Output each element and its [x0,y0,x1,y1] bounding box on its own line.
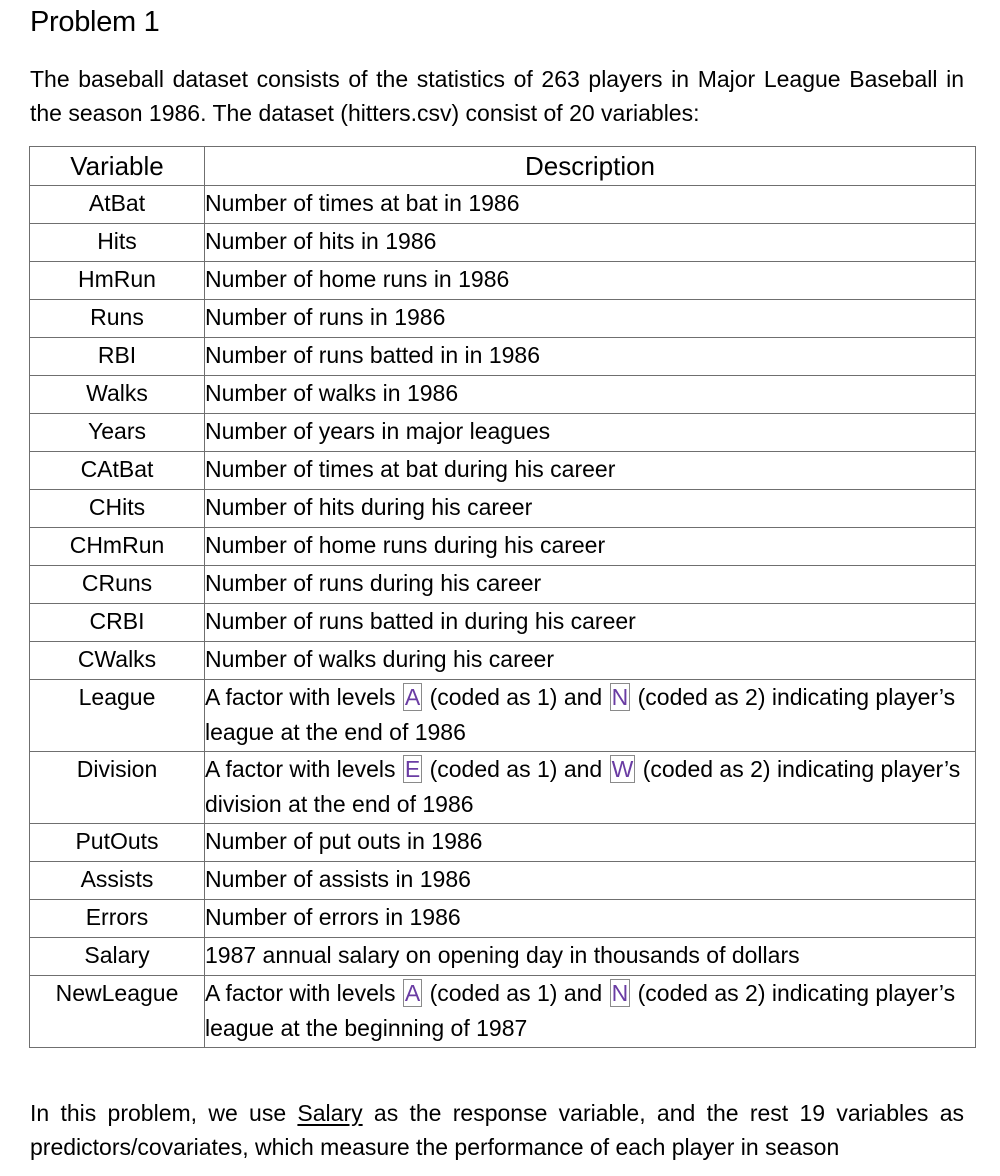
table-row [30,680,976,752]
table-row [30,938,976,976]
table-row [30,224,976,262]
variable-name: Salary [30,938,205,976]
table-row [30,300,976,338]
variable-name: Division [30,752,205,824]
variables-table [29,146,976,1048]
table-row [30,566,976,604]
variable-name: RBI [30,338,205,376]
table-row [30,414,976,452]
factor-level-box: N [611,684,629,710]
variable-name: CRuns [30,566,205,604]
variable-name: CWalks [30,642,205,680]
variable-name: Errors [30,900,205,938]
table-row [30,976,976,1048]
factor-level-box: A [404,980,421,1006]
description-column-header: Description [205,147,976,186]
table-row [30,262,976,300]
table-row [30,376,976,414]
table-header-row [30,147,976,186]
variable-description: Number of assists in 1986 [205,862,976,900]
table-row [30,338,976,376]
description-text: (coded as 1) and [423,756,609,782]
table-row [30,490,976,528]
variable-description [205,680,976,752]
factor-level-box: W [611,756,634,782]
variable-description: Number of times at bat in 1986 [205,186,976,224]
intro-paragraph: The baseball dataset consists of the statistics of 263 players in Major League Baseball in the season 1986. The dataset (hitters.csv) consist of 20 variables: [30,66,964,126]
table-row [30,752,976,824]
variable-description: Number of runs batted in in 1986 [205,338,976,376]
variable-description: Number of runs in 1986 [205,300,976,338]
table-row [30,604,976,642]
variable-name: Years [30,414,205,452]
table-row [30,862,976,900]
variable-name: PutOuts [30,824,205,862]
variable-name: Runs [30,300,205,338]
variable-name: Walks [30,376,205,414]
outro-text: In this problem, we use [30,1100,298,1126]
variable-description: Number of home runs during his career [205,528,976,566]
problem-title: Problem 1 [30,6,160,38]
variable-description: Number of runs batted in during his career [205,604,976,642]
variable-name: CRBI [30,604,205,642]
description-text: (coded as 2) indicating player’s league at the end of 1986 [205,684,956,745]
variable-name: CAtBat [30,452,205,490]
variable-description: Number of hits during his career [205,490,976,528]
variable-name: HmRun [30,262,205,300]
variable-description: Number of errors in 1986 [205,900,976,938]
factor-level-box: A [404,684,421,710]
variable-description: Number of years in major leagues [205,414,976,452]
variable-description: Number of home runs in 1986 [205,262,976,300]
variable-name: CHmRun [30,528,205,566]
outro-text: as the response variable, and the rest 19 variables as predictors/covariates, which measure the performance of each player in season [30,1100,964,1160]
description-text: (coded as 1) and [423,980,609,1006]
table-row [30,186,976,224]
description-text: (coded as 2) indicating player’s division at the end of 1986 [205,756,961,817]
description-text: (coded as 2) indicating player’s league at the beginning of 1987 [205,980,956,1041]
variable-description: Number of runs during his career [205,566,976,604]
variable-name: Assists [30,862,205,900]
variable-name: Hits [30,224,205,262]
variable-description: Number of walks in 1986 [205,376,976,414]
table-row [30,824,976,862]
variable-description: 1987 annual salary on opening day in thousands of dollars [205,938,976,976]
variable-name: CHits [30,490,205,528]
description-text: A factor with levels [205,756,402,782]
description-text: (coded as 1) and [423,684,609,710]
factor-level-box: E [404,756,421,782]
variable-column-header: Variable [30,147,205,186]
variable-description: Number of walks during his career [205,642,976,680]
description-text: A factor with levels [205,980,402,1006]
table-row [30,452,976,490]
variable-description: Number of put outs in 1986 [205,824,976,862]
variable-description: Number of times at bat during his career [205,452,976,490]
variable-name: AtBat [30,186,205,224]
table-row [30,642,976,680]
table-row [30,900,976,938]
factor-level-box: N [611,980,629,1006]
outro-paragraph [30,1096,964,1164]
variable-description: Number of hits in 1986 [205,224,976,262]
response-variable-name: Salary [297,1100,363,1126]
variable-description [205,976,976,1048]
table-row [30,528,976,566]
variable-name: NewLeague [30,976,205,1048]
variable-description [205,752,976,824]
variable-name: League [30,680,205,752]
description-text: A factor with levels [205,684,402,710]
